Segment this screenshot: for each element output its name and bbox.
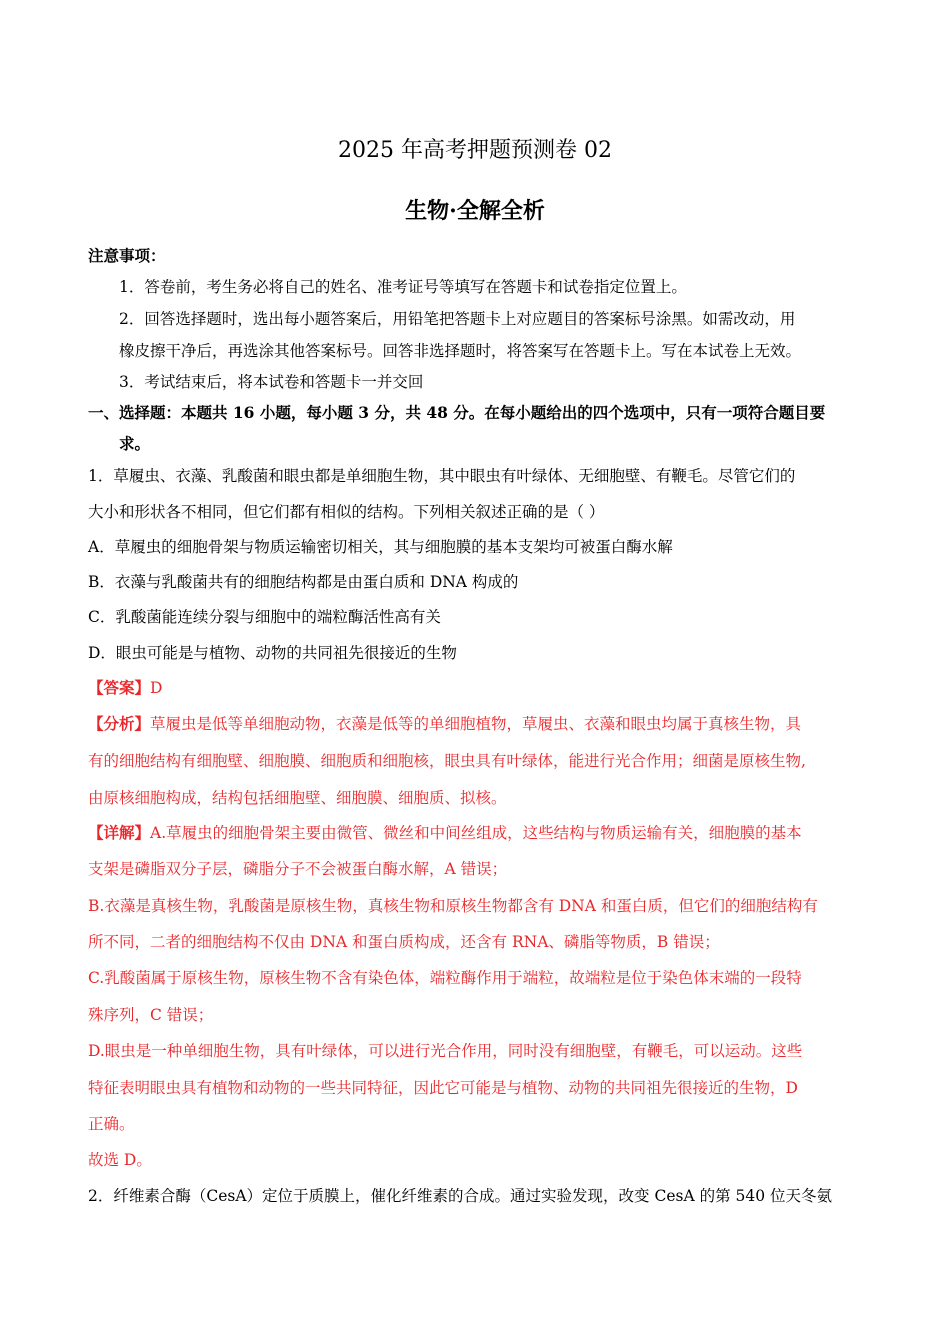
q1-analysis-line-1 — [88, 714, 801, 734]
q1-option-a: A．草履虫的细胞骨架与物质运输密切相关，其与细胞膜的基本支架均可被蛋白酶水解 — [88, 538, 673, 556]
q1-detail-d-line-3: 正确。 — [88, 1115, 135, 1133]
q1-option-b: B．衣藻与乳酸菌共有的细胞结构都是由蛋白质和 DNA 构成的 — [88, 573, 519, 591]
q1-detail-b-line-2: 所不同，二者的细胞结构不仅由 DNA 和蛋白质构成，还含有 RNA、磷脂等物质，B 错误； — [88, 933, 720, 951]
analysis-text-1: 草履虫是低等单细胞动物，衣藻是低等的单细胞植物，草履虫、衣藻和眼虫均属于真核生物，具 — [150, 715, 802, 733]
q1-analysis-line-3: 由原核细胞构成，结构包括细胞壁、细胞膜、细胞质、拟核。 — [88, 789, 507, 807]
q1-detail-a-line-1 — [88, 823, 802, 843]
analysis-tag: 【分析】 — [88, 714, 151, 733]
q1-answer — [88, 678, 162, 698]
q1-stem-line-1: 1．草履虫、衣藻、乳酸菌和眼虫都是单细胞生物，其中眼虫有叶绿体、无细胞壁、有鞭毛。尽管它们的 — [88, 467, 796, 485]
q1-option-c: C．乳酸菌能连续分裂与细胞中的端粒酶活性高有关 — [88, 608, 441, 626]
q1-analysis-line-2: 有的细胞结构有细胞壁、细胞膜、细胞质和细胞核，眼虫具有叶绿体，能进行光合作用；细菌是原核生物, — [88, 752, 806, 770]
section-heading-line-2: 求。 — [119, 434, 151, 453]
detail-a-text-1: A.草履虫的细胞骨架主要由微管、微丝和中间丝组成，这些结构与物质运输有关，细胞膜的基本 — [150, 824, 802, 842]
notice-item-2-line-1: 2．回答选择题时，选出每小题答案后，用铅笔把答题卡上对应题目的答案标号涂黑。如需改动，用 — [119, 310, 796, 328]
q1-option-d: D．眼虫可能是与植物、动物的共同祖先很接近的生物 — [88, 644, 457, 662]
answer-tag: 【答案】 — [88, 678, 151, 697]
q1-conclusion: 故选 D。 — [88, 1151, 152, 1169]
page-title: 2025 年高考押题预测卷 02 — [338, 138, 612, 163]
q1-detail-c-line-2: 殊序列，C 错误； — [88, 1006, 214, 1024]
answer-value: D — [150, 679, 163, 697]
q1-stem-line-2: 大小和形状各不相同，但它们都有相似的结构。下列相关叙述正确的是（ ） — [88, 503, 605, 521]
q1-detail-b-line-1: B.衣藻是真核生物，乳酸菌是原核生物，真核生物和原核生物都含有 DNA 和蛋白质，但它们的细胞结构有 — [88, 897, 818, 915]
q1-detail-c-line-1: C.乳酸菌属于原核生物，原核生物不含有染色体，端粒酶作用于端粒，故端粒是位于染色体末端的一段特 — [88, 969, 802, 987]
notice-item-1: 1．答卷前，考生务必将自己的姓名、准考证号等填写在答题卡和试卷指定位置上。 — [119, 278, 687, 296]
notice-item-3: 3．考试结束后，将本试卷和答题卡一并交回 — [119, 373, 424, 391]
q1-detail-d-line-2: 特征表明眼虫具有植物和动物的一些共同特征，因此它可能是与植物、动物的共同祖先很接近的生物，D — [88, 1079, 798, 1097]
detail-tag: 【详解】 — [88, 823, 151, 842]
notice-heading: 注意事项： — [88, 246, 166, 265]
section-heading-line-1: 一、选择题：本题共 16 小题，每小题 3 分，共 48 分。在每小题给出的四个选项中，只有一项符合题目要 — [88, 403, 826, 422]
page-subtitle: 生物·全解全析 — [405, 198, 545, 224]
q1-detail-a-line-2: 支架是磷脂双分子层，磷脂分子不会被蛋白酶水解，A 错误； — [88, 860, 508, 878]
notice-item-2-line-2: 橡皮擦干净后，再选涂其他答案标号。回答非选择题时，将答案写在答题卡上。写在本试卷上无效。 — [119, 342, 802, 360]
q2-stem-line-1: 2．纤维素合酶（CesA）定位于质膜上，催化纤维素的合成。通过实验发现，改变 CesA 的第 540 位天冬氨 — [88, 1187, 833, 1205]
q1-detail-d-line-1: D.眼虫是一种单细胞生物，具有叶绿体，可以进行光合作用，同时没有细胞壁，有鞭毛，可以运动。这些 — [88, 1042, 803, 1060]
